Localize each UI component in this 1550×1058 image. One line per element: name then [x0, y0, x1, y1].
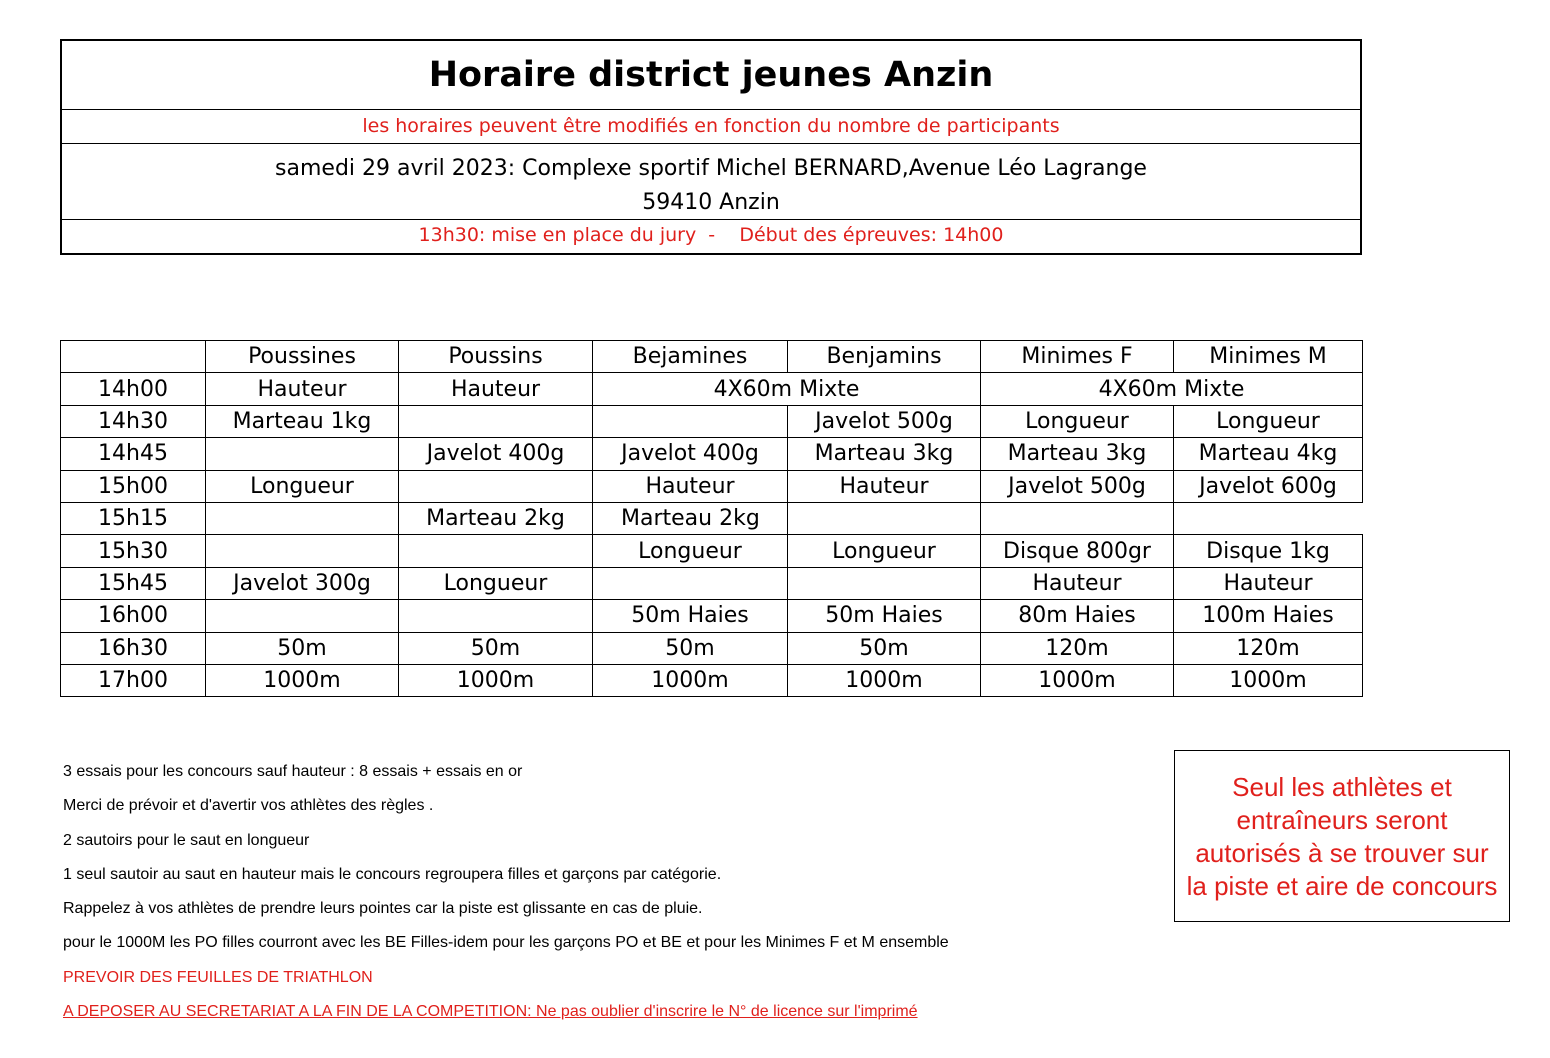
event-cell: Hauteur [593, 470, 788, 502]
event-cell: Javelot 400g [593, 438, 788, 470]
schedule-table [60, 340, 1363, 697]
event-cell: Marteau 3kg [788, 438, 981, 470]
venue-info [62, 144, 1360, 220]
time-cell: 15h00 [61, 470, 206, 502]
event-cell: 120m [981, 632, 1174, 664]
table-row [61, 502, 1363, 534]
event-cell: 50m [399, 632, 593, 664]
venue-line-2: 59410 Anzin [642, 190, 780, 215]
access-warning-line: la piste et aire de concours [1186, 871, 1498, 901]
time-cell: 16h00 [61, 600, 206, 632]
event-cell [399, 405, 593, 437]
event-cell [206, 502, 399, 534]
event-cell: Marteau 2kg [399, 502, 593, 534]
table-row [61, 405, 1363, 437]
event-cell [206, 600, 399, 632]
note-line-secretariat: A DEPOSER AU SECRETARIAT A LA FIN DE LA COMPETITION: Ne pas oublier d'inscrire le N° de licence sur l'imprimé [63, 1003, 918, 1021]
time-cell: 17h00 [61, 664, 206, 696]
event-cell: 50m [206, 632, 399, 664]
event-cell: Longueur [981, 405, 1174, 437]
note-line: Merci de prévoir et d'avertir vos athlètes des règles . [63, 797, 434, 815]
event-cell [399, 535, 593, 567]
table-row [61, 664, 1363, 696]
event-cell: 120m [1174, 632, 1363, 664]
event-cell: Marteau 1kg [206, 405, 399, 437]
event-cell [399, 470, 593, 502]
event-cell: 1000m [206, 664, 399, 696]
event-cell [399, 600, 593, 632]
event-cell: Disque 1kg [1174, 535, 1363, 567]
event-cell: 50m Haies [593, 600, 788, 632]
access-warning-line: autorisés à se trouver sur [1195, 838, 1489, 868]
column-header [61, 341, 206, 373]
column-header: Poussins [399, 341, 593, 373]
table-row [61, 470, 1363, 502]
event-cell: 1000m [593, 664, 788, 696]
table-row [61, 600, 1363, 632]
event-cell: 4X60m Mixte [981, 373, 1363, 405]
note-line: 2 sautoirs pour le saut en longueur [63, 831, 310, 849]
event-cell: Longueur [206, 470, 399, 502]
event-cell: Longueur [788, 535, 981, 567]
event-cell: Longueur [1174, 405, 1363, 437]
time-cell: 15h30 [61, 535, 206, 567]
time-cell: 14h30 [61, 405, 206, 437]
note-line: 1 seul sautoir au saut en hauteur mais le concours regroupera filles et garçons par catégorie. [63, 865, 722, 883]
event-cell: 4X60m Mixte [593, 373, 981, 405]
start-info: 13h30: mise en place du jury - Début des épreuves: 14h00 [418, 224, 1004, 246]
note-line: pour le 1000M les PO filles courront avec les BE Filles-idem pour les garçons PO et BE et pour les Minimes F et M ensemble [63, 934, 949, 952]
event-cell: Marteau 3kg [981, 438, 1174, 470]
column-header: Poussines [206, 341, 399, 373]
venue-line-1: samedi 29 avril 2023: Complexe sportif Michel BERNARD,Avenue Léo Lagrange [275, 156, 1147, 181]
event-cell: Marteau 2kg [593, 502, 788, 534]
event-cell [788, 567, 981, 599]
event-cell: 50m Haies [788, 600, 981, 632]
note-line-triathlon: PREVOIR DES FEUILLES DE TRIATHLON [63, 968, 373, 986]
event-cell: Hauteur [981, 567, 1174, 599]
event-cell: Javelot 500g [788, 405, 981, 437]
note-line: 3 essais pour les concours sauf hauteur : 8 essais + essais en or [63, 763, 523, 780]
event-cell: 1000m [1174, 664, 1363, 696]
event-cell: Javelot 400g [399, 438, 593, 470]
event-cell: 1000m [981, 664, 1174, 696]
event-cell: Marteau 4kg [1174, 438, 1363, 470]
event-cell: 50m [788, 632, 981, 664]
event-cell [981, 502, 1174, 534]
time-cell: 15h15 [61, 502, 206, 534]
event-cell: Longueur [593, 535, 788, 567]
table-row [61, 373, 1363, 405]
event-cell: Javelot 300g [206, 567, 399, 599]
column-header: Minimes M [1174, 341, 1363, 373]
event-cell: 1000m [788, 664, 981, 696]
event-cell [1174, 502, 1363, 534]
notes-list [63, 755, 949, 1029]
time-cell: 14h00 [61, 373, 206, 405]
event-cell: 80m Haies [981, 600, 1174, 632]
access-warning-line: entraîneurs seront [1236, 805, 1448, 835]
table-header-row [61, 341, 1363, 373]
table-row [61, 535, 1363, 567]
header-box [60, 39, 1362, 255]
event-cell [788, 502, 981, 534]
event-cell: 50m [593, 632, 788, 664]
event-cell [593, 405, 788, 437]
event-cell [206, 438, 399, 470]
note-line: Rappelez à vos athlètes de prendre leurs pointes car la piste est glissante en cas de pluie. [63, 900, 703, 918]
event-cell: 1000m [399, 664, 593, 696]
event-cell: Javelot 500g [981, 470, 1174, 502]
event-cell: Hauteur [788, 470, 981, 502]
access-warning-box [1174, 750, 1510, 922]
table-row [61, 567, 1363, 599]
schedule-warning: les horaires peuvent être modifiés en fonction du nombre de participants [62, 110, 1360, 144]
event-cell [593, 567, 788, 599]
event-cell: Hauteur [206, 373, 399, 405]
table-row [61, 438, 1363, 470]
event-cell: 100m Haies [1174, 600, 1363, 632]
event-cell: Javelot 600g [1174, 470, 1363, 502]
column-header: Minimes F [981, 341, 1174, 373]
access-warning-line: Seul les athlètes et [1232, 772, 1452, 802]
table-row [61, 632, 1363, 664]
time-cell: 14h45 [61, 438, 206, 470]
column-header: Benjamins [788, 341, 981, 373]
column-header: Bejamines [593, 341, 788, 373]
time-cell: 15h45 [61, 567, 206, 599]
event-cell [206, 535, 399, 567]
time-cell: 16h30 [61, 632, 206, 664]
event-cell: Hauteur [1174, 567, 1363, 599]
page-title: Horaire district jeunes Anzin [62, 41, 1360, 110]
event-cell: Longueur [399, 567, 593, 599]
event-cell: Hauteur [399, 373, 593, 405]
event-cell: Disque 800gr [981, 535, 1174, 567]
